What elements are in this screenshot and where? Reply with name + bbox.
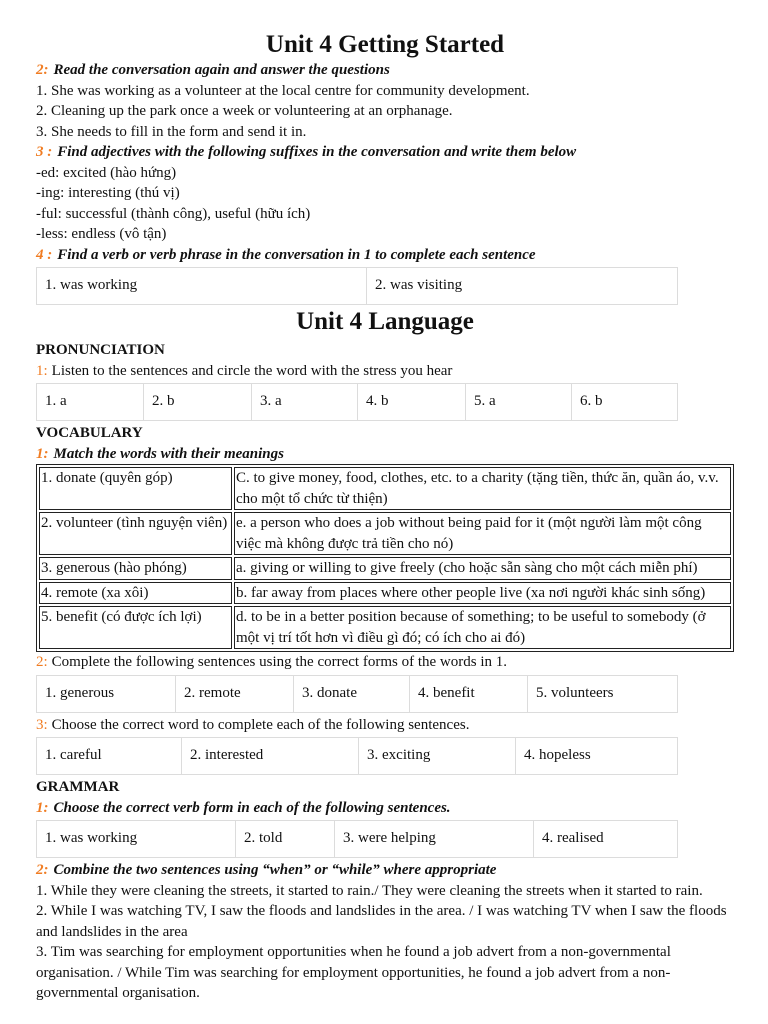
exercise-number: 1: [36, 799, 49, 816]
answer-cell: 4. realised [534, 821, 678, 858]
word-cell: 3. generous (hào phóng) [39, 557, 232, 580]
answer-table [36, 675, 678, 713]
answer-cell: 3. exciting [359, 738, 516, 775]
word-cell: 1. donate (quyên góp) [39, 467, 232, 510]
exercise-instruction: Listen to the sentences and circle the word with the stress you hear [51, 362, 453, 379]
answer-cell: 1. careful [37, 738, 182, 775]
exercise-heading [36, 142, 734, 163]
answer-cell: 4. hopeless [516, 738, 678, 775]
exercise-heading [36, 860, 734, 881]
exercise-instruction: Match the words with their meanings [53, 445, 284, 462]
exercise-number: 3 : [36, 144, 53, 160]
word-cell: 5. benefit (có được ích lợi) [39, 606, 232, 649]
answer-cell: 1. was working [37, 268, 367, 305]
answer-line: 2. While I was watching TV, I saw the floods and landslides in the area. / I was watching TV when I saw the floods and landslides in the area [36, 903, 727, 940]
exercise-instruction: Read the conversation again and answer the questions [53, 62, 390, 78]
exercise-heading [36, 60, 734, 81]
exercise-instruction: Find adjectives with the following suffixes in the conversation and write them below [57, 144, 577, 160]
exercise-heading [36, 715, 734, 736]
table-row [39, 512, 731, 555]
answer-cell: 3. a [252, 384, 358, 421]
exercise-number: 1: [36, 362, 48, 379]
exercise-heading [36, 361, 734, 382]
exercise-number: 2: [36, 654, 48, 670]
answer-cell: 6. b [572, 384, 678, 421]
answer-line: 3. Tim was searching for employment opportunities when he found a job advert from a non-governmental organisation. / While Tim was searching for employment opportunities, he found a job advert from a non-governmental organisation. [36, 944, 671, 1001]
exercise-heading [36, 245, 734, 266]
answer-line: 3. She needs to fill in the form and send it in. [36, 123, 307, 140]
answer-table [36, 820, 678, 858]
answer-cell: 2. told [236, 821, 335, 858]
word-cell: 4. remote (xa xôi) [39, 582, 232, 605]
table-row [39, 606, 731, 649]
exercise-number: 4 : [36, 246, 53, 263]
meaning-cell: a. giving or willing to give freely (cho hoặc sẵn sàng cho một cách miễn phí) [234, 557, 731, 580]
answer-line: -less: endless (vô tận) [36, 226, 167, 242]
section-heading: VOCABULARY [36, 425, 143, 441]
exercise-number: 3: [36, 716, 48, 733]
word-cell: 2. volunteer (tình nguyện viên) [39, 512, 232, 555]
document-content [36, 30, 734, 1004]
answer-cell: 3. were helping [335, 821, 534, 858]
exercise-instruction: Combine the two sentences using “when” or “while” where appropriate [53, 862, 497, 878]
matching-table [36, 464, 734, 652]
answer-cell: 2. remote [176, 675, 294, 712]
table-row [39, 467, 731, 510]
exercise-heading [36, 444, 734, 465]
exercise-heading [36, 652, 734, 673]
answer-line: -ful: successful (thành công), useful (hữu ích) [36, 205, 311, 222]
meaning-cell: d. to be in a better position because of something; to be useful to somebody (ở một vị trí tốt hơn vì điều gì đó; có ích cho ai đó) [234, 606, 731, 649]
exercise-number: 1: [36, 445, 49, 462]
answer-cell: 5. volunteers [528, 675, 678, 712]
answer-cell: 2. was visiting [367, 268, 678, 305]
page-title: Unit 4 Language [296, 308, 474, 335]
table-row [39, 557, 731, 580]
answer-cell: 3. donate [294, 675, 410, 712]
answer-cell: 2. interested [182, 738, 359, 775]
section-heading: GRAMMAR [36, 779, 120, 795]
answer-cell: 1. a [37, 384, 144, 421]
table-row [39, 582, 731, 605]
answer-line: -ed: excited (hào hứng) [36, 164, 177, 181]
meaning-cell: C. to give money, food, clothes, etc. to a charity (tặng tiền, thức ăn, quần áo, v.v. cho một tổ chức từ thiện) [234, 467, 731, 510]
exercise-number: 2: [36, 862, 49, 878]
exercise-instruction: Find a verb or verb phrase in the conversation in 1 to complete each sentence [57, 246, 536, 263]
answer-cell: 1. was working [37, 821, 236, 858]
page-title: Unit 4 Getting Started [265, 31, 505, 58]
answer-table [36, 383, 678, 421]
answer-line: -ing: interesting (thú vị) [36, 185, 180, 201]
answer-cell: 4. b [358, 384, 466, 421]
exercise-instruction: Choose the correct word to complete each of the following sentences. [51, 716, 470, 733]
exercise-number: 2: [36, 62, 49, 78]
answer-cell: 5. a [466, 384, 572, 421]
exercise-heading [36, 798, 734, 819]
answer-line: 1. While they were cleaning the streets, it started to rain./ They were cleaning the streets when it started to rain. [36, 882, 703, 899]
answer-line: 2. Cleaning up the park once a week or volunteering at an orphanage. [36, 103, 453, 119]
answer-cell: 4. benefit [410, 675, 528, 712]
meaning-cell: e. a person who does a job without being paid for it (một người làm một công việc mà không được trả tiền cho nó) [234, 512, 731, 555]
section-heading: PRONUNCIATION [36, 342, 165, 358]
exercise-instruction: Complete the following sentences using the correct forms of the words in 1. [51, 654, 507, 670]
answer-line: 1. She was working as a volunteer at the local centre for community development. [36, 82, 530, 99]
answer-table [36, 267, 678, 305]
meaning-cell: b. far away from places where other people live (xa nơi người khác sinh sống) [234, 582, 731, 605]
answer-cell: 2. b [144, 384, 252, 421]
answer-cell: 1. generous [37, 675, 176, 712]
exercise-instruction: Choose the correct verb form in each of the following sentences. [53, 799, 451, 816]
answer-table [36, 737, 678, 775]
